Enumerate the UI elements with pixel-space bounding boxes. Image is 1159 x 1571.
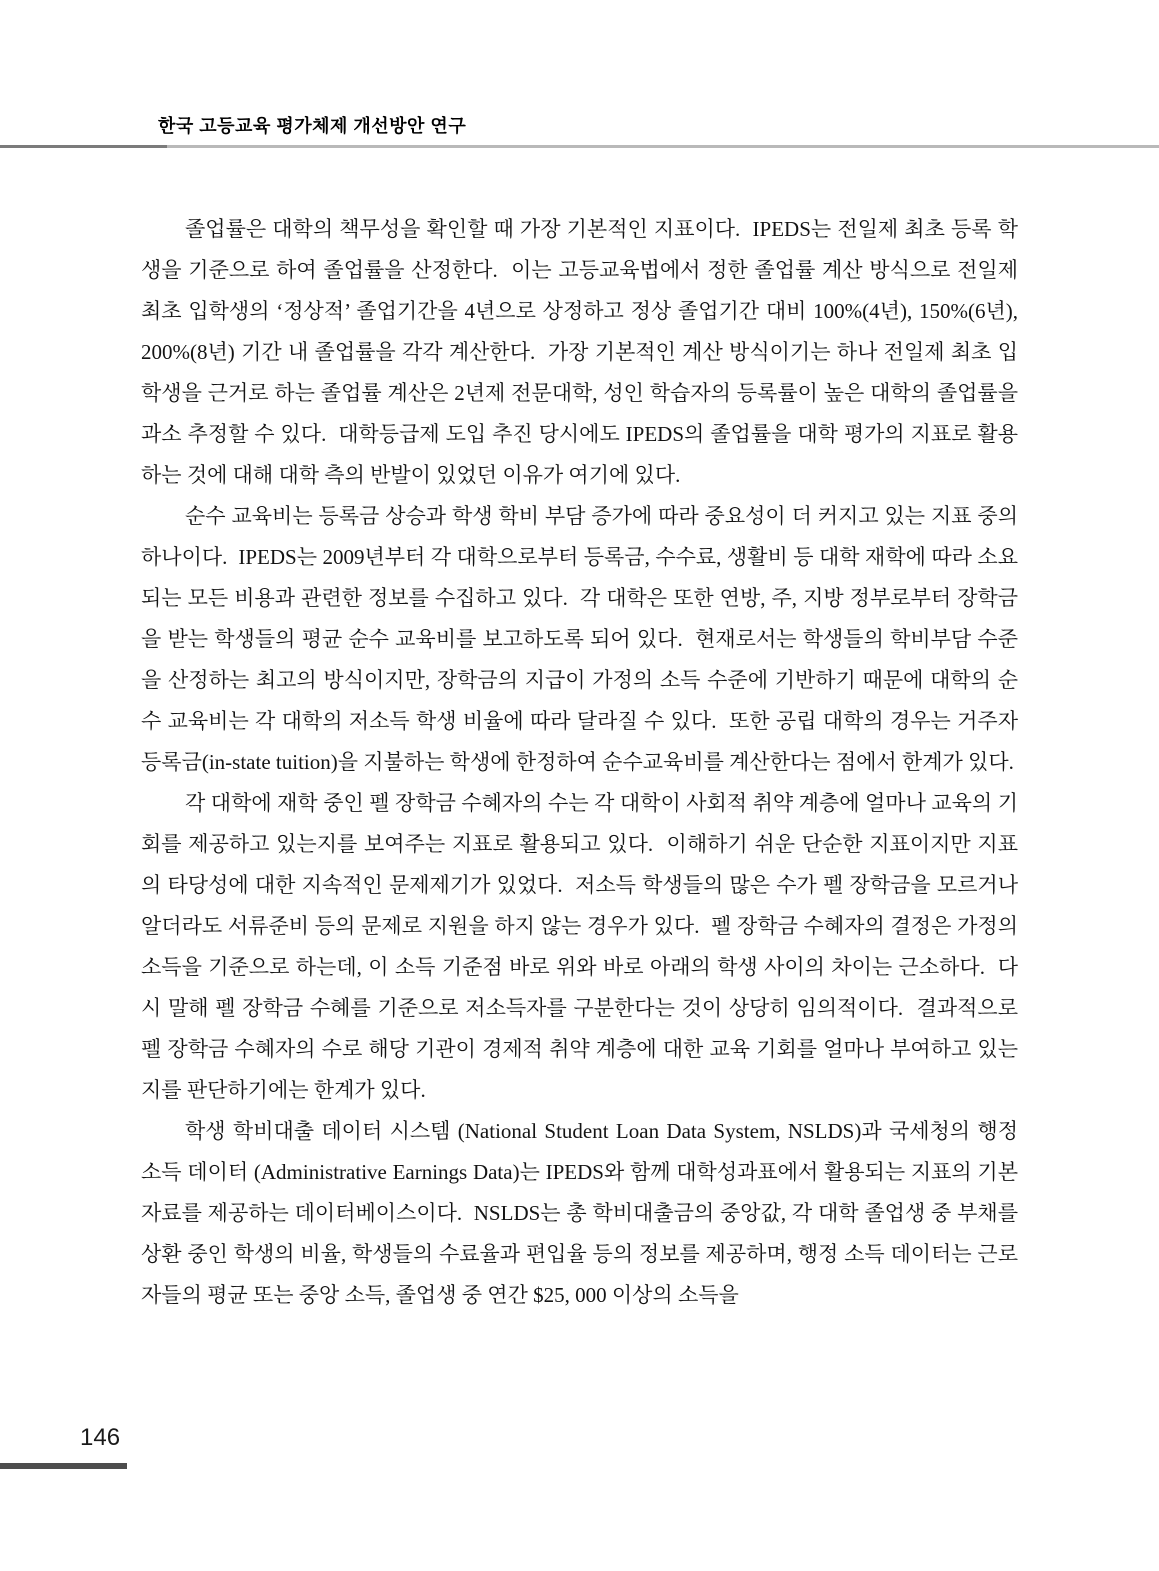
paragraph-pell-grant: 각 대학에 재학 중인 펠 장학금 수혜자의 수는 각 대학이 사회적 취약 계층에 얼마나 교육의 기회를 제공하고 있는지를 보여주는 지표로 활용되고 있다. 이해하기 쉬운 단순한 지표이지만 지표의 타당성에 대한 지속적인 문제제기가 있었다. 저소득 학생들의 많은 수가 펠 장학금을 모르거나 알더라도 서류준비 등의 문제로 지원을 하지 않는 경우가 있다. 펠 장학금 수혜자의 결정은 가정의 소득을 기준으로 하는데, 이 소득 기준점 바로 위와 바로 아래의 학생 사이의 차이는 근소하다. 다시 말해 펠 장학금 수혜를 기준으로 저소득자를 구분한다는 것이 상당히 임의적이다. 결과적으로 펠 장학금 수혜자의 수로 해당 기관이 경제적 취약 계층에 대한 교육 기회를 얼마나 부여하고 있는지를 판단하기에는 한계가 있다.	[141, 791, 1024, 1102]
paragraph-net-price: 순수 교육비는 등록금 상승과 학생 학비 부담 증가에 따라 중요성이 더 커지고 있는 지표 중의 하나이다. IPEDS는 2009년부터 각 대학으로부터 등록금, 수수료, 생활비 등 대학 재학에 따라 소요되는 모든 비용과 관련한 정보를 수집하고 있다. 각 대학은 또한 연방, 주, 지방 정부로부터 장학금을 받는 학생들의 평균 순수 교육비를 보고하도록 되어 있다. 현재로서는 학생들의 학비부담 수준을 산정하는 최고의 방식이지만, 장학금의 지급이 가정의 소득 수준에 기반하기 때문에 대학의 순수 교육비는 각 대학의 저소득 학생 비율에 따라 달라질 수 있다. 또한 공립 대학의 경우는 거주자 등록금(in-state tuition)을 지불하는 학생에 한정하여 순수교육비를 계산한다는 점에서 한계가 있다.	[141, 504, 1024, 774]
page-number: 146	[80, 1424, 121, 1451]
header-rule-accent	[0, 145, 167, 148]
running-head-title: 한국 고등교육 평가체제 개선방안 연구	[158, 116, 467, 136]
paragraph-graduation-rate: 졸업률은 대학의 책무성을 확인할 때 가장 기본적인 지표이다. IPEDS는 전일제 최초 등록 학생을 기준으로 하여 졸업률을 산정한다. 이는 고등교육법에서 정한 졸업률 계산 방식으로 전일제 최초 입학생의 ‘정상적’ 졸업기간을 4년으로 상정하고 정상 졸업기간 대비 100%(4년), 150%(6년), 200%(8년) 기간 내 졸업률을 각각 계산한다. 가장 기본적인 계산 방식이기는 하나 전일제 최초 입학생을 근거로 하는 졸업률 계산은 2년제 전문대학, 성인 학습자의 등록률이 높은 대학의 졸업률을 과소 추정할 수 있다. 대학등급제 도입 추진 당시에도 IPEDS의 졸업률을 대학 평가의 지표로 활용하는 것에 대해 대학 측의 반발이 있었던 이유가 여기에 있다.	[141, 217, 1024, 487]
body-text-block	[141, 209, 1024, 1316]
footer-bar	[0, 1463, 127, 1469]
paragraph-nslds-data: 학생 학비대출 데이터 시스템 (National Student Loan Data System, NSLDS)과 국세청의 행정 소득 데이터 (Administrative Earnings Data)는 IPEDS와 함께 대학성과표에서 활용되는 지표의 기본 자료를 제공하는 데이터베이스이다. NSLDS는 총 학비대출금의 중앙값, 각 대학 졸업생 중 부채를 상환 중인 학생의 비율, 학생들의 수료율과 편입율 등의 정보를 제공하며, 행정 소득 데이터는 근로자들의 평균 또는 중앙 소득, 졸업생 중 연간 $25, 000 이상의 소득을	[141, 1119, 1024, 1307]
header-rule	[0, 145, 1159, 148]
